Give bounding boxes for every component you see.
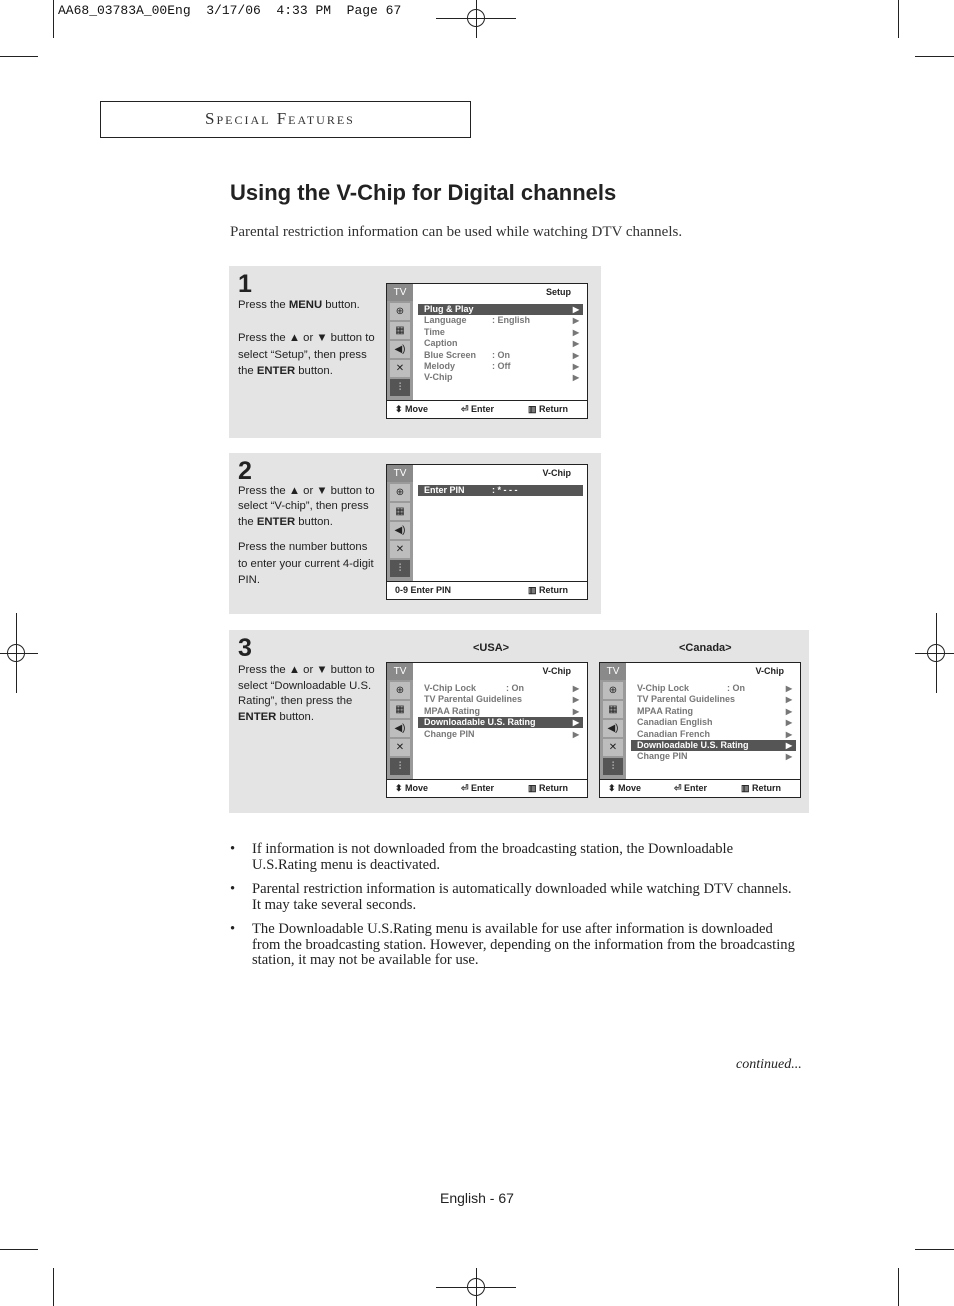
sound-icon: ◀) <box>390 522 410 539</box>
screen-header: V-Chip <box>542 468 571 478</box>
enter-hint: ⏎ Enter <box>461 783 495 793</box>
menu-item[interactable]: Time ▶ <box>424 326 579 337</box>
screen-footer <box>387 400 587 418</box>
enter-hint: ⏎ Enter <box>674 783 708 793</box>
move-hint: ⬍ Move <box>608 783 642 793</box>
enter-hint: ⏎ Enter <box>461 404 495 414</box>
step-text: Press the number buttons to enter your current 4-digit PIN. <box>238 541 374 586</box>
print-slug: AA68_03783A_00Eng 3/17/06 4:33 PM Page 67 <box>58 3 402 18</box>
step-text: Press the MENU button. <box>238 299 360 311</box>
menu-item[interactable]: V-Chip Lock : On ▶ <box>424 683 579 693</box>
move-hint: ⬍ Move <box>395 783 429 793</box>
sound-icon: ◀) <box>603 720 623 737</box>
arrow-right-icon: ▶ <box>572 684 579 693</box>
input-icon: ⊕ <box>390 303 410 320</box>
step-text: Press the ▲ or ▼ button to select “Setup”, then press the ENTER button. <box>238 332 375 377</box>
step-1-panel <box>229 266 601 438</box>
screen-header: V-Chip <box>542 666 571 676</box>
menu-item[interactable]: TV Parental Guidelines ▶ <box>637 694 792 705</box>
picture-icon: ▦ <box>603 701 623 718</box>
arrow-right-icon: ▶ <box>785 684 792 693</box>
menu-item[interactable]: MPAA Rating ▶ <box>424 705 579 716</box>
menu-item[interactable]: Downloadable U.S. Rating ▶ <box>418 717 583 728</box>
sound-icon: ◀) <box>390 341 410 358</box>
note-item: • Parental restriction information is automatically downloaded while watching DTV channels. It may take several seconds. <box>230 881 792 913</box>
return-hint: ▥ Return <box>528 783 569 793</box>
channel-icon: ✕ <box>390 541 410 558</box>
arrow-right-icon: ▶ <box>572 362 579 371</box>
arrow-right-icon: ▶ <box>572 718 579 728</box>
arrow-right-icon: ▶ <box>785 718 792 728</box>
menu-item[interactable]: Canadian French ▶ <box>637 728 792 739</box>
region-label-usa: <USA> <box>473 642 510 654</box>
tv-screen-usa <box>386 662 588 798</box>
input-icon: ⊕ <box>603 682 623 699</box>
note-item: • If information is not downloaded from the broadcasting station, the Downloadable U.S.Rating menu is deactivated. <box>230 841 734 873</box>
tv-label: TV <box>600 663 626 680</box>
menu-item-enter-pin[interactable]: Enter PIN : * - - - <box>418 485 583 496</box>
region-label-canada: <Canada> <box>679 642 732 654</box>
menu-item[interactable]: V-Chip ▶ <box>424 372 579 383</box>
section-title: Special Features <box>205 109 355 128</box>
step-3-panel <box>229 630 809 813</box>
channel-icon: ✕ <box>603 739 623 756</box>
menu-item[interactable]: V-Chip Lock : On ▶ <box>637 683 792 693</box>
arrow-right-icon: ▶ <box>785 695 792 705</box>
menu-item[interactable]: TV Parental Guidelines ▶ <box>424 694 579 705</box>
step-2-panel <box>229 453 601 614</box>
step-text: Press the ▲ or ▼ button to select “Downloadable U.S. Rating”, then press the ENTER button. <box>238 664 375 724</box>
tv-screen-canada <box>599 662 801 798</box>
notes-list <box>230 842 800 978</box>
menu-item[interactable]: Change PIN ▶ <box>637 751 792 762</box>
picture-icon: ▦ <box>390 503 410 520</box>
setup-icon: ⫶ <box>390 560 410 577</box>
arrow-right-icon: ▶ <box>572 729 579 739</box>
step-number: 1 <box>238 270 252 298</box>
setup-icon: ⫶ <box>390 379 410 396</box>
arrow-right-icon: ▶ <box>785 752 792 762</box>
arrow-right-icon: ▶ <box>572 327 579 337</box>
menu-item[interactable]: Canadian English ▶ <box>637 717 792 728</box>
menu-item[interactable]: Plug & Play ▶ <box>418 304 583 315</box>
move-hint: ⬍ Move <box>395 404 429 414</box>
picture-icon: ▦ <box>390 322 410 339</box>
menu-item[interactable]: Blue Screen : On ▶ <box>424 349 579 360</box>
setup-icon: ⫶ <box>603 758 623 775</box>
menu-item[interactable]: Change PIN ▶ <box>424 728 579 739</box>
continued-label: continued... <box>736 1057 802 1072</box>
tv-sidebar <box>387 465 413 581</box>
arrow-right-icon: ▶ <box>572 350 579 360</box>
return-hint: ▥ Return <box>741 783 782 793</box>
arrow-right-icon: ▶ <box>785 729 792 739</box>
channel-icon: ✕ <box>390 739 410 756</box>
return-hint: ▥ Return <box>528 585 569 595</box>
input-icon: ⊕ <box>390 682 410 699</box>
arrow-right-icon: ▶ <box>572 339 579 349</box>
pin-hint: 0-9 Enter PIN <box>395 585 452 595</box>
intro-text: Parental restriction information can be used while watching DTV channels. <box>230 224 683 240</box>
arrow-right-icon: ▶ <box>572 373 579 383</box>
page-number: English - 67 <box>440 1190 514 1206</box>
menu-item[interactable]: MPAA Rating ▶ <box>637 705 792 716</box>
tv-screen-pin <box>386 464 588 600</box>
sound-icon: ◀) <box>390 720 410 737</box>
tv-sidebar <box>387 284 413 400</box>
screen-header: V-Chip <box>755 666 784 676</box>
menu-item[interactable]: Caption ▶ <box>424 338 579 349</box>
tv-sidebar <box>387 663 413 779</box>
tv-label: TV <box>387 284 413 301</box>
screen-header: Setup <box>545 287 571 297</box>
menu-item[interactable]: Language : English ▶ <box>424 315 579 326</box>
arrow-right-icon: ▶ <box>572 706 579 716</box>
tv-sidebar <box>600 663 626 779</box>
screen-footer <box>387 581 587 599</box>
note-item: • The Downloadable U.S.Rating menu is available for use after information is downloaded from the broadcasting station. However, depending on the information from the broadcasting station, it may not be available for use. <box>230 921 795 968</box>
tv-screen-setup <box>386 283 588 419</box>
arrow-right-icon: ▶ <box>572 316 579 326</box>
menu-item[interactable]: Downloadable U.S. Rating ▶ <box>631 740 796 751</box>
step-number: 2 <box>238 457 252 485</box>
tv-label: TV <box>387 465 413 482</box>
step-text: Press the ▲ or ▼ button to select “V-chip”, then press the ENTER button. <box>238 485 375 528</box>
page-title: Using the V-Chip for Digital channels <box>230 180 617 205</box>
arrow-right-icon: ▶ <box>572 305 579 314</box>
arrow-right-icon: ▶ <box>785 706 792 716</box>
return-hint: ▥ Return <box>528 404 569 414</box>
tv-label: TV <box>387 663 413 680</box>
screen-footer <box>387 779 587 797</box>
setup-icon: ⫶ <box>390 758 410 775</box>
arrow-right-icon: ▶ <box>572 695 579 705</box>
picture-icon: ▦ <box>390 701 410 718</box>
step-number: 3 <box>238 634 252 662</box>
section-header-box <box>100 101 471 138</box>
channel-icon: ✕ <box>390 360 410 377</box>
arrow-right-icon: ▶ <box>785 741 792 750</box>
menu-item[interactable]: Melody : Off ▶ <box>424 361 579 371</box>
input-icon: ⊕ <box>390 484 410 501</box>
screen-footer <box>600 779 800 797</box>
